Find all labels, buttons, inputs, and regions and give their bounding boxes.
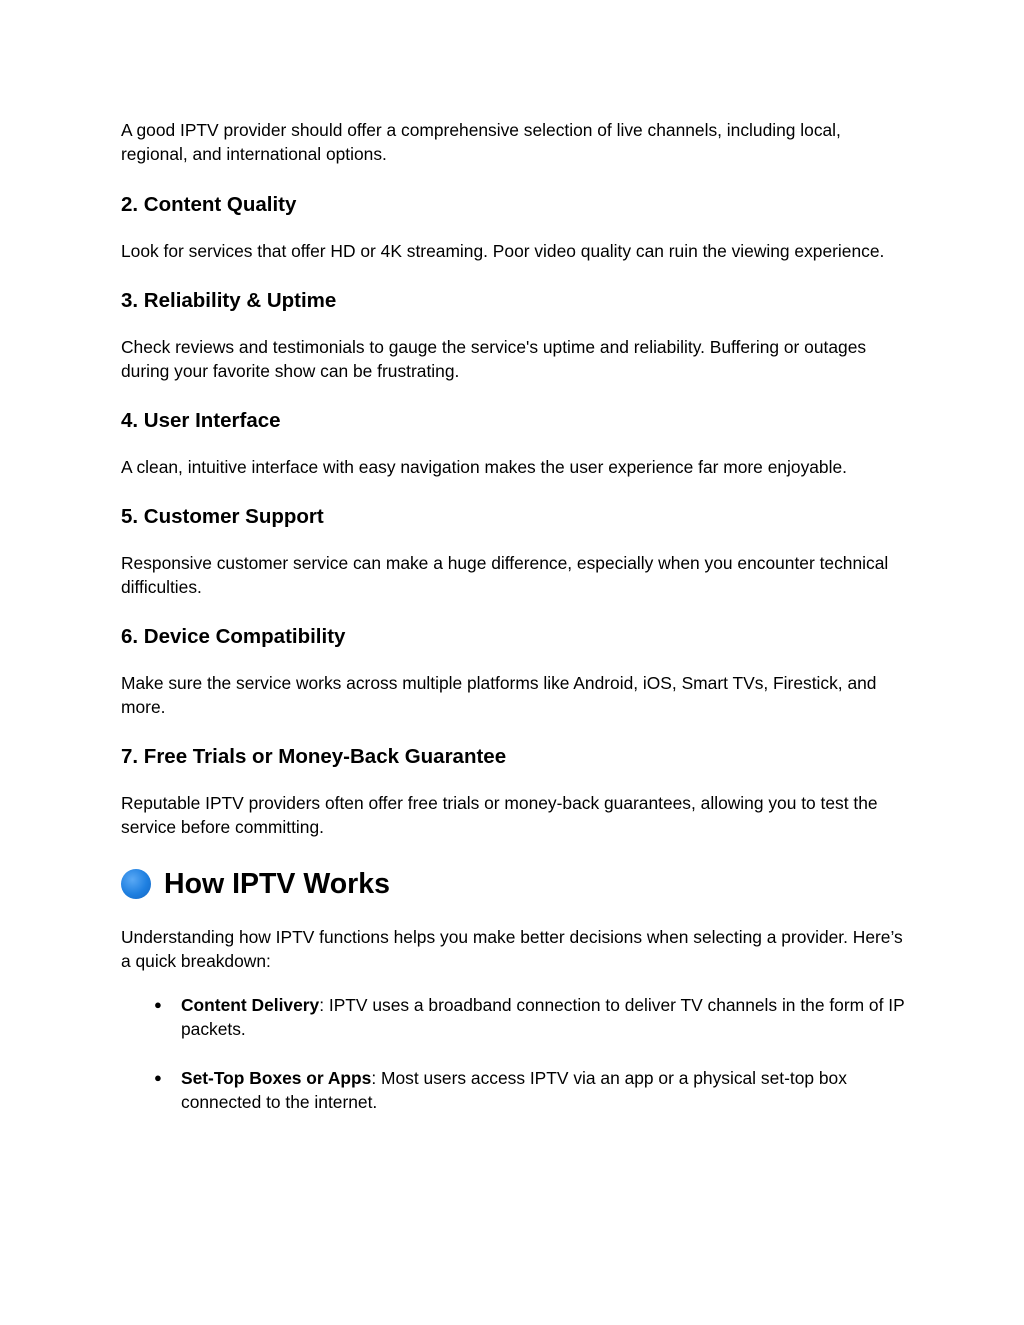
section-text-reliability: Check reviews and testimonials to gauge the service's uptime and reliability. Buffering or outages during your favorite show can be frustrating. bbox=[121, 337, 867, 381]
document-page bbox=[121, 118, 911, 1114]
bullet-term: Set-Top Boxes or Apps bbox=[181, 1068, 372, 1088]
bullet-text: : IPTV uses a broadband connection to deliver TV channels in the form of IP packets. bbox=[181, 995, 905, 1039]
how-iptv-works-heading bbox=[121, 866, 911, 902]
bullet-icon: ● bbox=[154, 1070, 162, 1085]
intro-paragraph: A good IPTV provider should offer a comprehensive selection of live channels, including local, regional, and international options. bbox=[121, 120, 841, 164]
how-iptv-works-intro: Understanding how IPTV functions helps you make better decisions when selecting a provider. Here’s a quick breakdown: bbox=[121, 927, 903, 971]
bullet-term: Content Delivery bbox=[181, 995, 320, 1015]
blue-circle-icon bbox=[121, 869, 151, 899]
bullet-text: : Most users access IPTV via an app or a physical set-top box connected to the internet. bbox=[181, 1068, 847, 1112]
section-heading-reliability: 3. Reliability & Uptime bbox=[121, 289, 337, 312]
how-iptv-works-title: How IPTV Works bbox=[164, 868, 390, 900]
section-heading-free-trials: 7. Free Trials or Money-Back Guarantee bbox=[121, 745, 507, 768]
section-heading-customer-support: 5. Customer Support bbox=[121, 505, 324, 528]
how-iptv-works-list bbox=[121, 993, 911, 1114]
list-item-set-top-boxes bbox=[121, 1066, 911, 1114]
section-text-user-interface: A clean, intuitive interface with easy navigation makes the user experience far more enjoyable. bbox=[121, 457, 847, 477]
section-heading-device-compatibility: 6. Device Compatibility bbox=[121, 625, 346, 648]
bullet-icon: ● bbox=[154, 997, 162, 1012]
section-text-device-compatibility: Make sure the service works across multiple platforms like Android, iOS, Smart TVs, Firestick, and more. bbox=[121, 673, 877, 717]
section-heading-user-interface: 4. User Interface bbox=[121, 409, 281, 432]
section-text-customer-support: Responsive customer service can make a huge difference, especially when you encounter technical difficulties. bbox=[121, 553, 889, 597]
section-text-free-trials: Reputable IPTV providers often offer free trials or money-back guarantees, allowing you to test the service before committing. bbox=[121, 793, 878, 837]
section-text-content-quality: Look for services that offer HD or 4K streaming. Poor video quality can ruin the viewing experience. bbox=[121, 241, 885, 261]
section-heading-content-quality: 2. Content Quality bbox=[121, 193, 297, 216]
list-item-content-delivery bbox=[121, 993, 911, 1041]
